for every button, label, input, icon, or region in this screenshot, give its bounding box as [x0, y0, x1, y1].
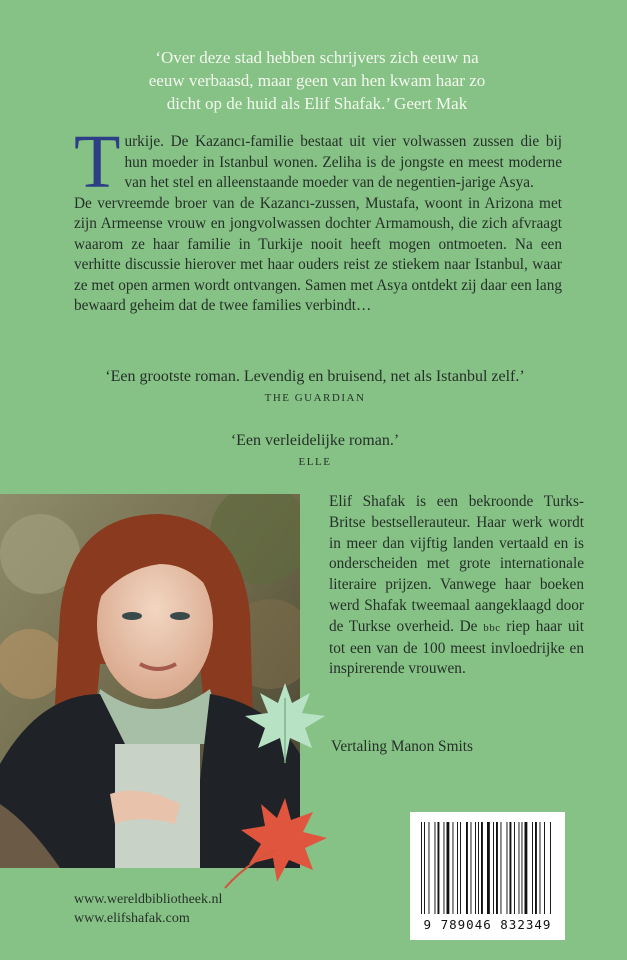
synopsis-paragraph: urkije. De Kazancı-familie bestaat uit vier volwassen zussen die bij hun moeder in Istanbul wonen. Zeliha is de jongste en meest moderne van het stel en alleenstaande moeder van de negentien-jarige Asya. [124, 133, 562, 191]
barcode-bar [501, 822, 502, 914]
barcode-bar [525, 822, 528, 914]
barcode-bar [460, 822, 461, 914]
blurb-line: eeuw verbaasd, maar geen van hen kwam haar zo [148, 71, 486, 90]
blurb-line: ‘Over deze stad hebben schrijvers zich eeuw na [155, 48, 479, 67]
barcode-bar [522, 822, 523, 914]
drop-cap: T [74, 120, 121, 204]
barcode-bar [478, 822, 479, 914]
barcode-bar [550, 822, 551, 914]
quote-text: ‘Een verleidelijke roman.’ [230, 432, 400, 449]
author-link[interactable]: www.elifshafak.com [74, 911, 190, 926]
barcode-bar [481, 822, 483, 914]
barcode-bar [466, 822, 468, 914]
barcode-bar [435, 822, 436, 914]
barcode-bar [424, 822, 425, 914]
bio-abbreviation: bbc [483, 621, 501, 634]
publisher-link[interactable]: www.wereldbibliotheek.nl [74, 892, 223, 907]
barcode-bar [507, 822, 508, 914]
maple-leaf-light-icon [240, 678, 330, 768]
barcode-bar [475, 822, 476, 914]
barcode-bar [471, 822, 472, 914]
cover-blurb [92, 46, 542, 115]
author-bio [329, 492, 584, 680]
barcode-bars [421, 822, 554, 914]
barcode-bar [496, 822, 498, 914]
blurb-line: dicht op de huid als Elif Shafak.’ Geert Mak [166, 94, 468, 113]
barcode-bar [429, 822, 430, 914]
barcode-bar [544, 822, 545, 914]
barcode-bar [514, 822, 515, 914]
barcode-bar [453, 822, 454, 914]
barcode-bar [493, 822, 494, 914]
maple-leaf-red-icon [215, 790, 330, 890]
barcode-bar [438, 822, 440, 914]
translator-credit: Vertaling Manon Smits [331, 738, 473, 755]
isbn-barcode [410, 812, 565, 940]
barcode-bar [510, 822, 512, 914]
bio-text: Elif Shafak is een bekroonde Turks-Britse bestsellerauteur. Haar werk wordt in meer dan vijftig landen vertaald en is onderscheiden met grote internationale literaire prijzen. Vanwege haar boeken werd Shafak tweemaal aangeklaagd door de Turkse overheid. De [329, 493, 584, 635]
synopsis-paragraph: De vervreemde broer van de Kazancı-zussen, Mustafa, woont in Arizona met zijn Armeense vrouw en jongvolwassen dochter Armamoush, die zich afvraagt waarom ze haar familie in Turkije nooit heeft mogen ontmoeten. Na een verhitte discussie hierover met haar ouders reist ze stiekem naar Istanbul, waar ze met open armen wordt ontvangen. Samen met Asya ontdekt zij daar een lang bewaard geheim dat de twee families verbindt… [74, 194, 562, 314]
review-quote-guardian [60, 366, 570, 406]
barcode-bar [421, 822, 422, 914]
review-quote-elle [60, 430, 570, 470]
barcode-bar [540, 822, 541, 914]
quote-source: THE GUARDIAN [264, 392, 366, 404]
website-links [74, 890, 222, 928]
barcode-bar [532, 822, 533, 914]
barcode-bar [487, 822, 490, 914]
quote-source: ELLE [298, 456, 332, 468]
bio-text: riep haar uit tot een van de 100 meest invloedrijke en inspirerende vrouwen. [329, 617, 585, 678]
synopsis [74, 120, 562, 317]
isbn-number: 9 789046 832349 [423, 917, 552, 932]
barcode-bar [535, 822, 537, 914]
barcode-bar [519, 822, 520, 914]
barcode-bar [447, 822, 450, 914]
barcode-bar [444, 822, 445, 914]
quote-text: ‘Een grootste roman. Levendig en bruisend, net als Istanbul zelf.’ [105, 368, 525, 385]
barcode-bar [457, 822, 458, 914]
